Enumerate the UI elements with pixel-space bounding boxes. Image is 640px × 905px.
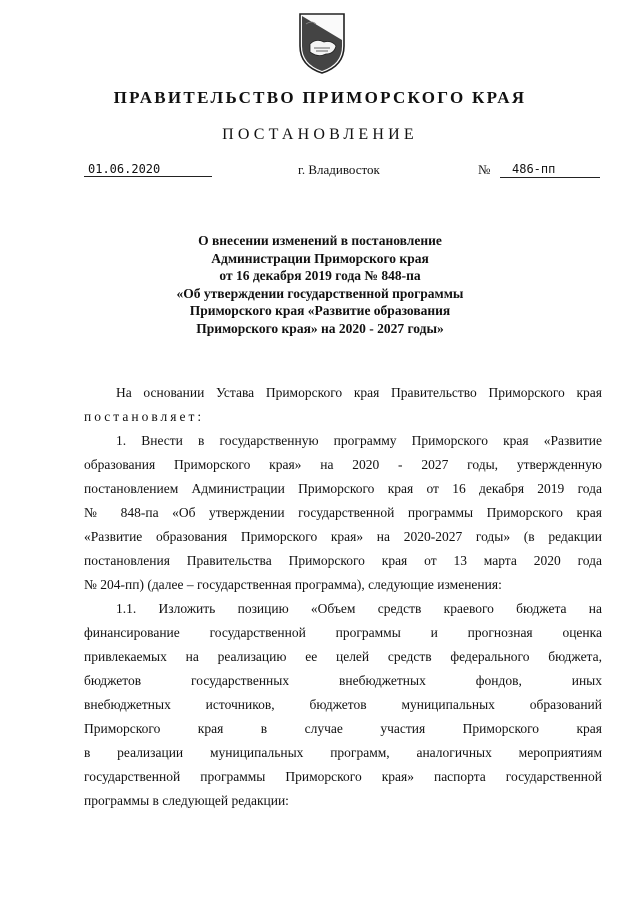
title-line: О внесении изменений в постановление: [198, 233, 442, 248]
body-line: постановлением Администрации Приморского края от 16 декабря 2019 года: [84, 481, 602, 496]
title-line: «Об утверждении государственной программы: [176, 285, 464, 301]
body-line: На основании Устава Приморского края Правительство Приморского края: [116, 385, 602, 400]
body-line: Приморского края в случае участия Приморского края: [84, 721, 602, 736]
document-city: г. Владивосток: [298, 162, 380, 177]
body-line: образования Приморского края» на 2020 - 2027 годы, утвержденную: [84, 457, 602, 472]
title-line: от 16 декабря 2019 года № 848-па: [219, 268, 421, 283]
body-line: привлекаемых на реализацию ее целей средств федерального бюджета,: [84, 649, 602, 664]
document-body: [84, 381, 602, 813]
coat-of-arms-icon: [296, 10, 348, 76]
number-sign: №: [478, 162, 491, 177]
body-line: № 204-пп) (далее – государственная программа), следующие изменения:: [84, 577, 502, 592]
body-line: № 848-па «Об утверждении государственной программы Приморского края: [84, 505, 602, 520]
document-type: ПОСТАНОВЛЕНИЕ: [222, 126, 418, 143]
body-line: 1. Внести в государственную программу Приморского края «Развитие: [116, 433, 602, 448]
body-line: «Развитие образования Приморского края» на 2020-2027 годы» (в редакции: [84, 529, 602, 544]
title-line: Приморского края «Развитие образования: [189, 303, 451, 318]
government-title: ПРАВИТЕЛЬСТВО ПРИМОРСКОГО КРАЯ: [113, 88, 527, 107]
body-line: государственной программы Приморского края» паспорта государственной: [84, 769, 602, 784]
document-title: [110, 232, 530, 337]
body-line: программы в следующей редакции:: [84, 793, 289, 808]
body-line: в реализации муниципальных программ, аналогичных мероприятиям: [84, 745, 602, 760]
body-line: финансирование государственной программы и прогнозная оценка: [84, 625, 602, 640]
body-line: постановляет:: [84, 409, 205, 424]
title-line: Приморского края» на 2020 - 2027 годы»: [196, 320, 444, 336]
body-line: 1.1. Изложить позицию «Объем средств краевого бюджета на: [116, 601, 602, 616]
body-line: бюджетов государственных внебюджетных фондов, иных: [84, 673, 602, 688]
document-number: [478, 162, 600, 178]
body-line: постановления Правительства Приморского края от 13 марта 2020 года: [84, 553, 602, 568]
body-line: внебюджетных источников, бюджетов муниципальных образований: [84, 697, 602, 712]
number-value: 486-пп: [500, 162, 600, 178]
document-date: 01.06.2020: [84, 162, 212, 177]
title-line: Администрации Приморского края: [211, 250, 429, 266]
